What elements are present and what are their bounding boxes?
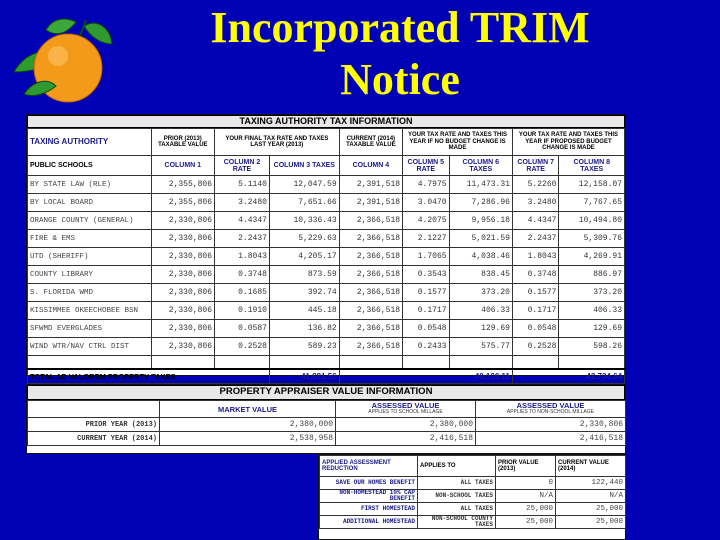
total-proposed: 42,734.64 <box>512 369 624 384</box>
tax-cell: 0.0587 <box>215 320 270 338</box>
assessed-nonschool-label: ASSESSED VALUE <box>516 401 585 410</box>
header-taxing-authority: TAXING AUTHORITY <box>28 129 152 156</box>
orange-fruit-icon <box>6 10 118 114</box>
value-cell: 122,440 <box>556 477 626 490</box>
tax-cell: 7,651.66 <box>269 194 339 212</box>
tax-cell: 2.2437 <box>215 230 270 248</box>
tax-cell: 3.2480 <box>215 194 270 212</box>
tax-cell: 2,330,806 <box>151 212 214 230</box>
value-cell: 0 <box>496 477 556 490</box>
tax-cell: 4,205.17 <box>269 248 339 266</box>
tax-cell: 4,269.91 <box>559 248 625 266</box>
tax-cell: 9,956.18 <box>449 212 512 230</box>
tax-row <box>28 230 625 248</box>
assessment-row <box>320 490 626 503</box>
subheader-col6: COLUMN 6 TAXES <box>449 156 512 176</box>
tax-cell: 0.1717 <box>512 302 558 320</box>
tax-cell: 2,330,806 <box>151 266 214 284</box>
taxing-authority-name: S. FLORIDA WMD <box>28 284 152 302</box>
tax-cell: 406.33 <box>559 302 625 320</box>
tax-cell: 11,473.31 <box>449 176 512 194</box>
tax-cell: 2,330,806 <box>151 302 214 320</box>
tax-cell: 7,767.65 <box>559 194 625 212</box>
property-appraiser-table <box>26 384 626 454</box>
reduction-name: ADDITIONAL HOMESTEAD <box>320 516 418 529</box>
tax-cell: 838.45 <box>449 266 512 284</box>
tax-cell: 589.23 <box>269 338 339 356</box>
tax-row <box>28 338 625 356</box>
reduction-name: SAVE OUR HOMES BENEFIT <box>320 477 418 490</box>
tax-cell: 2,330,806 <box>151 320 214 338</box>
value-cell: 25,000 <box>496 503 556 516</box>
empty-cell <box>28 356 152 370</box>
current-market: 2,538,958 <box>160 432 336 446</box>
tax-row <box>28 320 625 338</box>
current-school: 2,416,518 <box>336 432 476 446</box>
empty-cell <box>512 356 558 370</box>
subheader-col2: COLUMN 2 RATE <box>215 156 270 176</box>
property-row-current <box>28 432 626 446</box>
tax-row <box>28 302 625 320</box>
value-cell: 25,000 <box>496 516 556 529</box>
empty-cell <box>559 356 625 370</box>
tax-cell: 598.26 <box>559 338 625 356</box>
tax-cell: 4,038.46 <box>449 248 512 266</box>
tax-cell: 0.0548 <box>512 320 558 338</box>
tax-cell: 12,047.59 <box>269 176 339 194</box>
tax-cell: 0.1717 <box>403 302 449 320</box>
tax-cell: 7,286.96 <box>449 194 512 212</box>
tax-cell: 2,330,806 <box>151 338 214 356</box>
assessment-row <box>320 503 626 516</box>
header-reduction: APPLIED ASSESSMENT REDUCTION <box>320 456 418 477</box>
tax-cell: 136.82 <box>269 320 339 338</box>
header-current-taxable: CURRENT (2014) TAXABLE VALUE <box>339 129 402 156</box>
value-cell: N/A <box>496 490 556 503</box>
tax-cell: 392.74 <box>269 284 339 302</box>
tax-cell: 1.7065 <box>403 248 449 266</box>
tax-cell: 873.59 <box>269 266 339 284</box>
tax-cell: 0.0548 <box>403 320 449 338</box>
tax-cell: 445.18 <box>269 302 339 320</box>
tax-cell: 373.20 <box>449 284 512 302</box>
empty-cell <box>339 356 402 370</box>
tax-cell: 2,330,806 <box>151 284 214 302</box>
assessment-row <box>320 477 626 490</box>
total-row <box>28 369 625 384</box>
tax-cell: 2,366,518 <box>339 320 402 338</box>
taxing-authority-name: FIRE & EMS <box>28 230 152 248</box>
tax-cell: 0.2528 <box>215 338 270 356</box>
value-cell: 25,000 <box>556 503 626 516</box>
tax-row <box>28 266 625 284</box>
applies-to-cell: ALL TAXES <box>418 477 496 490</box>
empty-cell <box>449 356 512 370</box>
taxing-authority-name: ORANGE COUNTY (GENERAL) <box>28 212 152 230</box>
header-proposed: YOUR TAX RATE AND TAXES THIS YEAR IF PROPOSED BUDGET CHANGE IS MADE <box>512 129 624 156</box>
tax-row <box>28 248 625 266</box>
tax-cell: 5,021.59 <box>449 230 512 248</box>
subheader-col4: COLUMN 4 <box>339 156 402 176</box>
tax-cell: 0.3748 <box>215 266 270 284</box>
prior-school: 2,380,000 <box>336 418 476 432</box>
tax-cell: 4.4347 <box>512 212 558 230</box>
prior-nonschool: 2,330,806 <box>476 418 626 432</box>
tax-table-banner: TAXING AUTHORITY TAX INFORMATION <box>27 115 625 128</box>
header-prior-value: PRIOR VALUE (2013) <box>496 456 556 477</box>
total-no-change: 40,100.11 <box>339 369 512 384</box>
tax-cell: 2,391,518 <box>339 194 402 212</box>
reduction-name: NON-HOMESTEAD 10% CAP BENEFIT <box>320 490 418 503</box>
total-label: TOTAL AD VALOREM PROPERTY TAXES <box>28 369 270 384</box>
tax-cell: 5.1140 <box>215 176 270 194</box>
tax-cell: 10,494.80 <box>559 212 625 230</box>
taxing-authority-name: WIND WTR/NAV CTRL DIST <box>28 338 152 356</box>
tax-cell: 2,391,518 <box>339 176 402 194</box>
empty-cell <box>403 356 449 370</box>
tax-cell: 4.2075 <box>403 212 449 230</box>
tax-cell: 2,330,806 <box>151 230 214 248</box>
tax-cell: 1.8043 <box>512 248 558 266</box>
tax-cell: 0.3543 <box>403 266 449 284</box>
header-applies-to: APPLIES TO <box>418 456 496 477</box>
assessed-school-label: ASSESSED VALUE <box>371 401 440 410</box>
applies-to-cell: NON-SCHOOL COUNTY TAXES <box>418 516 496 529</box>
tax-cell: 4.7975 <box>403 176 449 194</box>
taxing-authority-name: KISSIMMEE OKEECHOBEE BSN <box>28 302 152 320</box>
applies-to-cell: NON-SCHOOL TAXES <box>418 490 496 503</box>
subheader-col8: COLUMN 8 TAXES <box>559 156 625 176</box>
property-row-prior <box>28 418 626 432</box>
tax-cell: 1.8043 <box>215 248 270 266</box>
prior-market: 2,380,000 <box>160 418 336 432</box>
tax-cell: 2.1227 <box>403 230 449 248</box>
header-no-change: YOUR TAX RATE AND TAXES THIS YEAR IF NO BUDGET CHANGE IS MADE <box>403 129 513 156</box>
subheader-col5: COLUMN 5 RATE <box>403 156 449 176</box>
subheader-col7: COLUMN 7 RATE <box>512 156 558 176</box>
tax-cell: 3.0470 <box>403 194 449 212</box>
subheader-col1: COLUMN 1 <box>151 156 214 176</box>
current-year-label: CURRENT YEAR (2014) <box>28 432 160 446</box>
tax-cell: 2.2437 <box>512 230 558 248</box>
tax-cell: 0.2528 <box>512 338 558 356</box>
tax-cell: 10,336.43 <box>269 212 339 230</box>
prior-year-label: PRIOR YEAR (2013) <box>28 418 160 432</box>
tax-cell: 0.1577 <box>512 284 558 302</box>
tax-cell: 2,366,518 <box>339 230 402 248</box>
assessment-reduction-table <box>318 454 626 540</box>
tax-row <box>28 284 625 302</box>
taxing-authority-name: UTD (SHERIFF) <box>28 248 152 266</box>
assessment-row <box>320 516 626 529</box>
assessed-school-note: APPLIES TO SCHOOL MILLAGE <box>368 409 443 415</box>
tax-cell: 2,366,518 <box>339 266 402 284</box>
tax-cell: 2,366,518 <box>339 248 402 266</box>
empty-cell <box>269 356 339 370</box>
tax-cell: 0.1685 <box>215 284 270 302</box>
tax-cell: 373.20 <box>559 284 625 302</box>
subheader-col3: COLUMN 3 TAXES <box>269 156 339 176</box>
title-line-1: Incorporated TRIM <box>210 3 590 52</box>
subheader-public-schools: PUBLIC SCHOOLS <box>28 156 152 176</box>
tax-cell: 0.2433 <box>403 338 449 356</box>
header-market-value: MARKET VALUE <box>160 401 336 418</box>
tax-cell: 2,355,806 <box>151 176 214 194</box>
tax-cell: 0.1910 <box>215 302 270 320</box>
property-table-banner: PROPERTY APPRAISER VALUE INFORMATION <box>27 385 625 400</box>
header-current-value: CURRENT VALUE (2014) <box>556 456 626 477</box>
taxing-authority-name: BY LOCAL BOARD <box>28 194 152 212</box>
tax-row <box>28 212 625 230</box>
tax-cell: 5,229.63 <box>269 230 339 248</box>
header-prior-taxable: PRIOR (2013) TAXABLE VALUE <box>151 129 214 156</box>
assessment-table-body <box>320 477 626 529</box>
tax-cell: 5,309.76 <box>559 230 625 248</box>
value-cell: N/A <box>556 490 626 503</box>
tax-cell: 2,330,806 <box>151 248 214 266</box>
page-title <box>120 2 680 106</box>
tax-row <box>28 176 625 194</box>
tax-cell: 5.2260 <box>512 176 558 194</box>
tax-cell: 575.77 <box>449 338 512 356</box>
tax-cell: 2,366,518 <box>339 302 402 320</box>
header-assessed-school <box>336 401 476 418</box>
tax-cell: 3.2480 <box>512 194 558 212</box>
taxing-authority-name: BY STATE LAW (RLE) <box>28 176 152 194</box>
tax-cell: 2,366,518 <box>339 338 402 356</box>
tax-cell: 2,366,518 <box>339 284 402 302</box>
assessed-nonschool-note: APPLIES TO NON-SCHOOL MILLAGE <box>506 409 595 415</box>
current-nonschool: 2,416,518 <box>476 432 626 446</box>
tax-cell: 0.1577 <box>403 284 449 302</box>
tax-information-table <box>26 114 626 381</box>
title-line-2: Notice <box>340 55 460 104</box>
tax-cell: 4.4347 <box>215 212 270 230</box>
header-assessed-nonschool <box>476 401 626 418</box>
empty-cell <box>215 356 270 370</box>
tax-cell: 2,366,518 <box>339 212 402 230</box>
tax-cell: 129.69 <box>449 320 512 338</box>
tax-cell: 12,158.07 <box>559 176 625 194</box>
taxing-authority-name: SFWMD EVERGLADES <box>28 320 152 338</box>
tax-cell: 406.33 <box>449 302 512 320</box>
value-cell: 25,000 <box>556 516 626 529</box>
empty-cell <box>151 356 214 370</box>
tax-cell: 129.69 <box>559 320 625 338</box>
spacer-row <box>28 356 625 370</box>
taxing-authority-name: COUNTY LIBRARY <box>28 266 152 284</box>
header-last-year: YOUR FINAL TAX RATE AND TAXES LAST YEAR (2013) <box>215 129 340 156</box>
reduction-name: FIRST HOMESTEAD <box>320 503 418 516</box>
total-last-year: 41,891.56 <box>269 369 339 384</box>
property-header-blank <box>28 401 160 418</box>
tax-cell: 886.97 <box>559 266 625 284</box>
tax-cell: 2,355,806 <box>151 194 214 212</box>
tax-cell: 0.3748 <box>512 266 558 284</box>
tax-table-body <box>28 176 625 370</box>
tax-row <box>28 194 625 212</box>
applies-to-cell: ALL TAXES <box>418 503 496 516</box>
